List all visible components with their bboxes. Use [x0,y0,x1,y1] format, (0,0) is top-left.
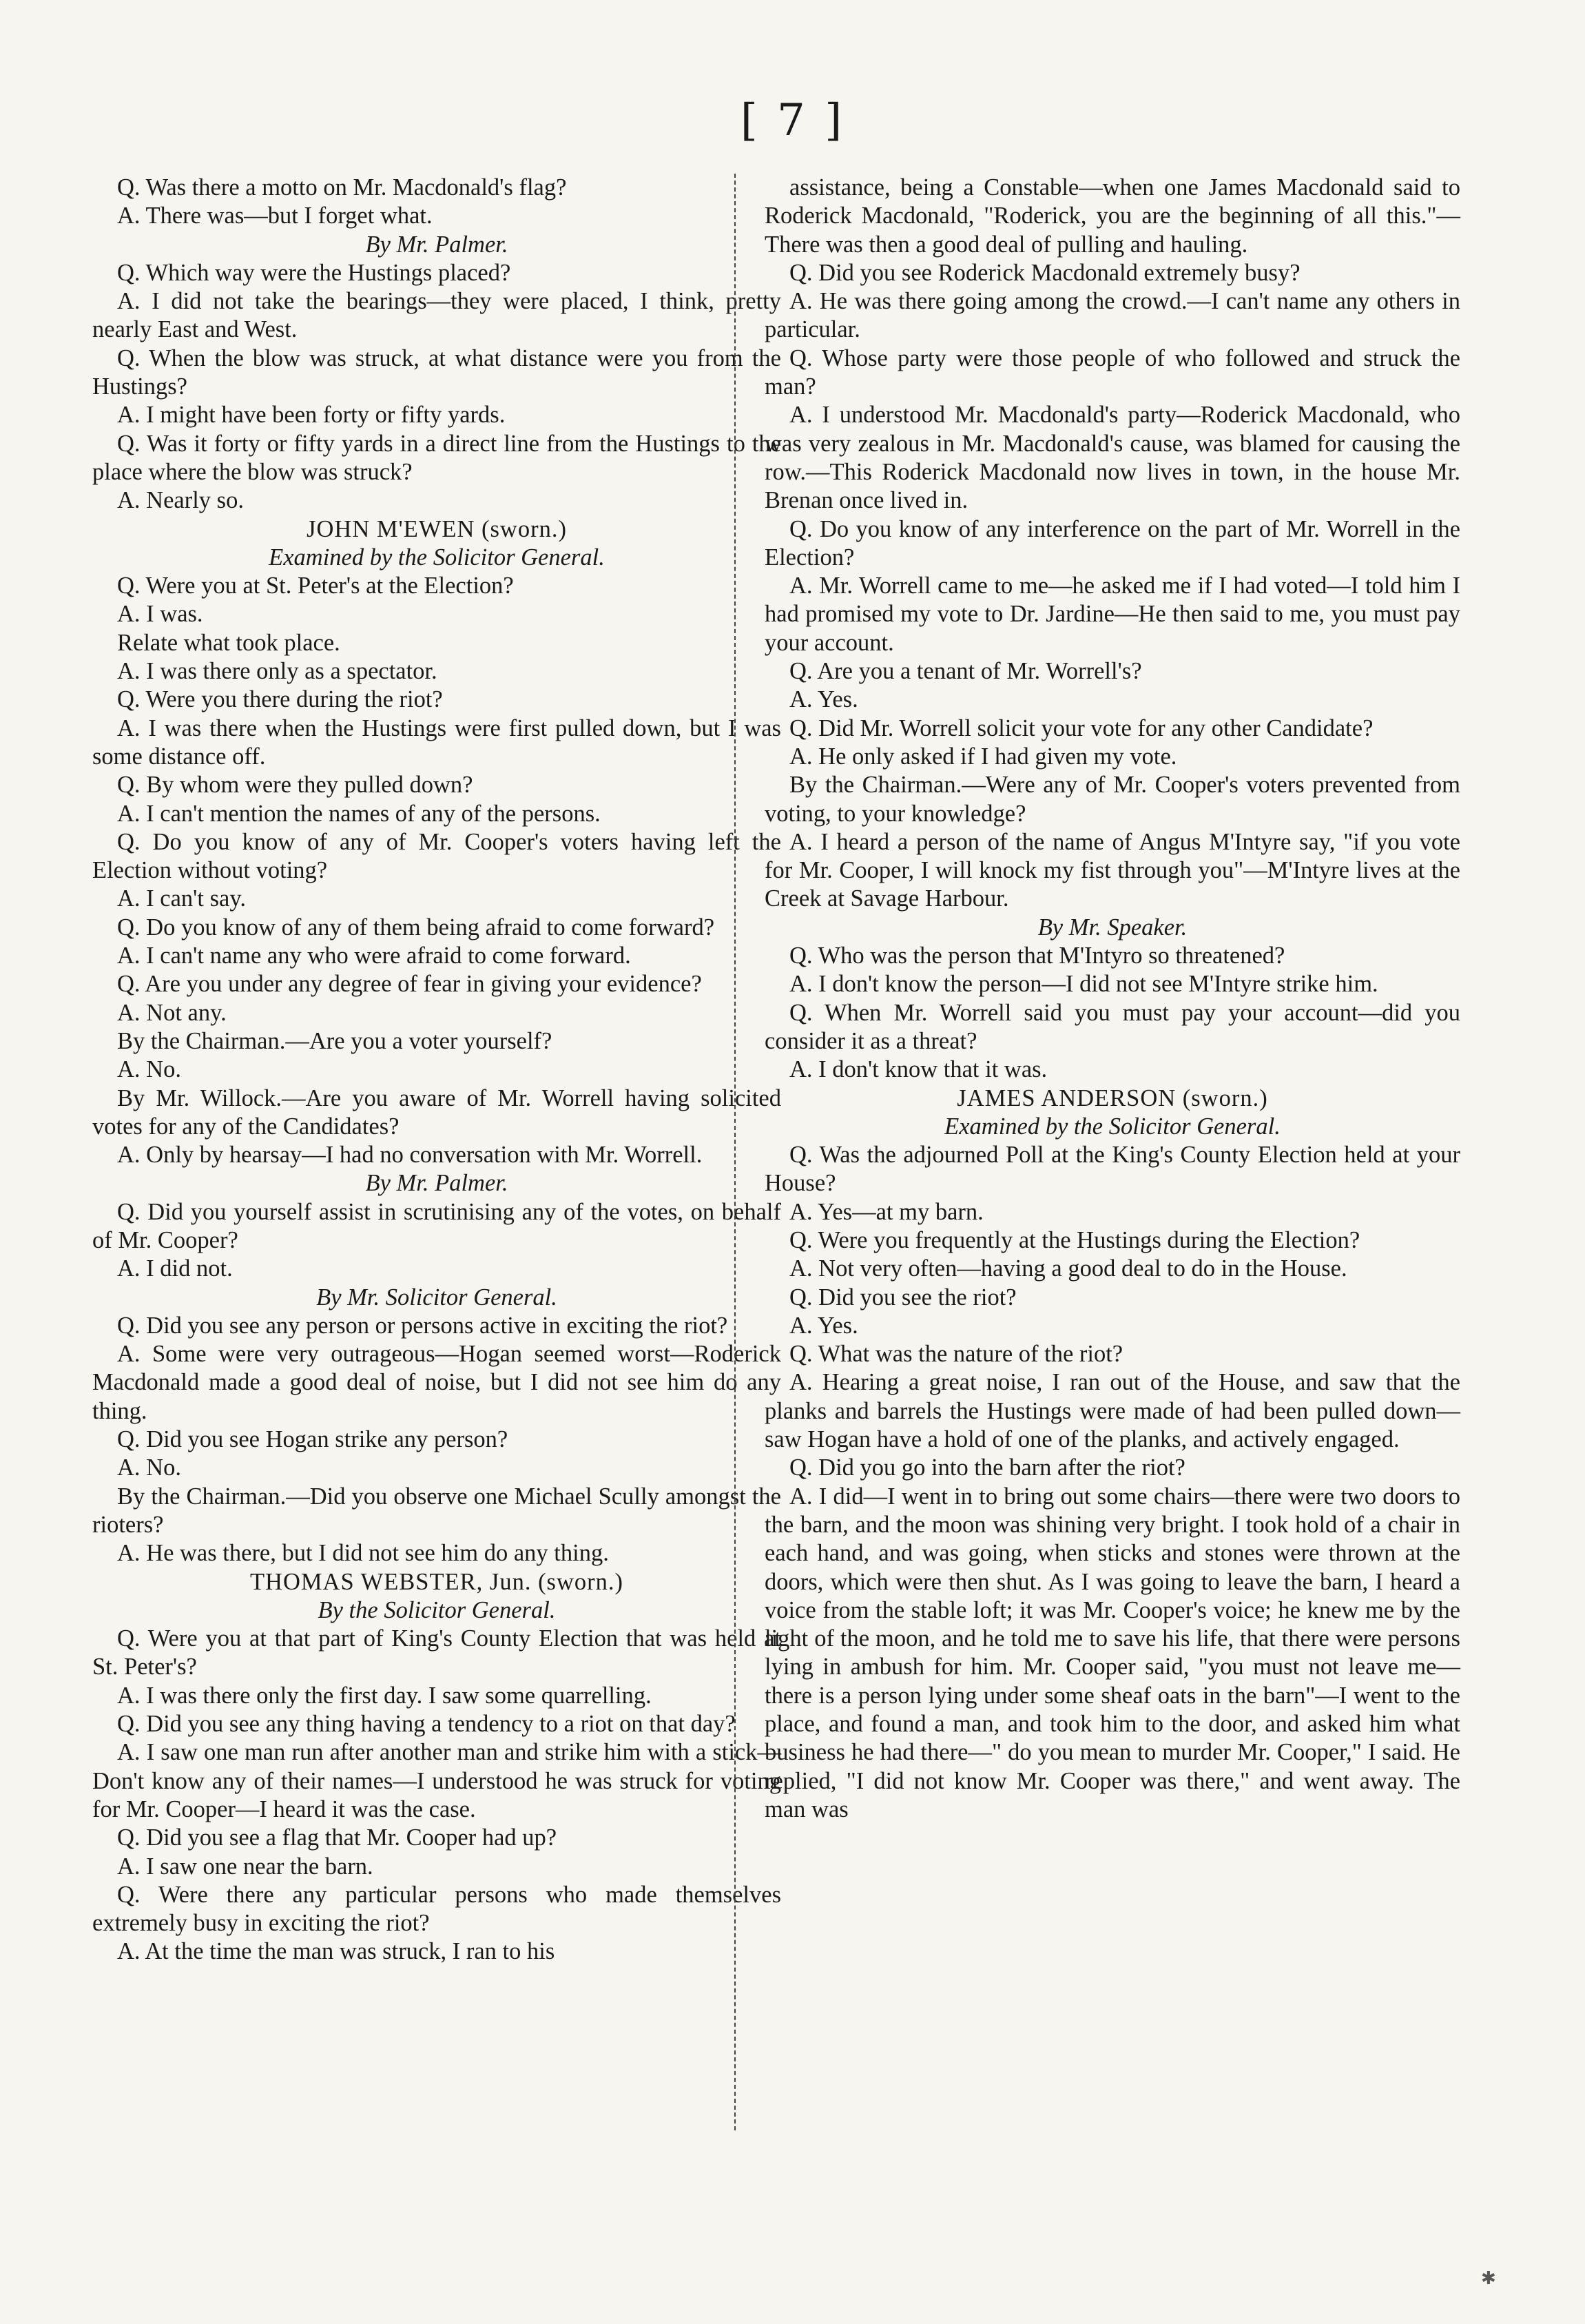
testimony-paragraph: A. Some were very outrageous—Hogan seemed worst—Roderick Macdonald made a good deal of noise, but I did not see him do any thing. [92,1341,781,1424]
left-column [92,174,781,1966]
testimony-paragraph: A. Not any. [117,999,227,1026]
testimony-paragraph: A. No. [117,1454,181,1481]
testimony-paragraph: Q. Do you know of any interference on the part of Mr. Worrell in the Election? [765,515,1460,570]
testimony-paragraph: A. I did not take the bearings—they were placed, I think, pretty nearly East and West. [92,288,781,343]
testimony-paragraph: A. I did not. [117,1255,233,1282]
testimony-paragraph: By the Chairman.—Did you observe one Michael Scully amongst the rioters? [92,1483,781,1538]
testimony-paragraph: A. I was there only as a spectator. [117,658,437,685]
testimony-paragraph: A. Hearing a great noise, I ran out of the House, and saw that the planks and barrels the Hustings were made of had been pulled down—saw Hogan have a hold of one of the planks, and actively engaged. [765,1369,1460,1453]
testimony-paragraph: A. Yes. [789,686,858,713]
testimony-paragraph: A. There was—but I forget what. [117,203,433,229]
testimony-paragraph: A. Not very often—having a good deal to do in the House. [789,1255,1347,1282]
testimony-paragraph: A. I was. [117,601,203,628]
testimony-paragraph: Q. Were you there during the riot? [117,686,443,713]
printer-ornament: ✱ [1481,2268,1496,2289]
testimony-paragraph: Q. Did you see any thing having a tendency to a riot on that day? [117,1711,736,1738]
testimony-paragraph: Q. Did you yourself assist in scrutinising any of the votes, on behalf of Mr. Cooper? [92,1198,781,1253]
testimony-paragraph: Q. Whose party were those people of who followed and struck the man? [765,345,1460,400]
testimony-paragraph: Q. Was it forty or fifty yards in a direct line from the Hustings to the place where the blow was struck? [92,430,781,485]
testimony-paragraph: Relate what took place. [117,629,340,656]
column-rule [734,174,736,2130]
witness-heading: THOMAS WEBSTER, Jun. (sworn.) [249,1568,624,1595]
testimony-paragraph: Q. Are you a tenant of Mr. Worrell's? [789,658,1142,685]
testimony-paragraph: Q. By whom were they pulled down? [117,772,473,799]
testimony-paragraph: Q. Do you know of any of Mr. Cooper's voters having left the Election without voting? [92,828,781,884]
examiner-line: Examined by the Solicitor General. [269,544,605,570]
testimony-paragraph: A. I don't know that it was. [789,1056,1048,1083]
testimony-paragraph: A. I was there when the Hustings were first pulled down, but I was some distance off. [92,714,781,770]
testimony-paragraph: A. I heard a person of the name of Angus M'Intyre say, "if you vote for Mr. Cooper, I will knock my fist through you"—M'Intyre lives at the Creek at Savage Harbour. [765,828,1460,912]
testimony-paragraph: A. He was there, but I did not see him do any thing. [117,1540,609,1567]
witness-heading: JOHN M'EWEN (sworn.) [307,515,567,542]
testimony-paragraph: Q. Did you see Roderick Macdonald extremely busy? [789,259,1301,286]
examiner-line: By Mr. Solicitor General. [316,1284,557,1310]
testimony-paragraph: A. I can't say. [117,885,246,912]
testimony-paragraph: A. Mr. Worrell came to me—he asked me if I had voted—I told him I had promised my vote to Dr. Jardine—He then said to me, you must pay your account. [765,573,1460,656]
testimony-paragraph: Q. Did you see any person or persons active in exciting the riot? [117,1312,728,1339]
testimony-paragraph: A. I might have been forty or fifty yards. [117,402,506,429]
examiner-line: By Mr. Palmer. [365,231,508,258]
testimony-paragraph: Q. Were you at that part of King's County Election that was held at St. Peter's? [92,1625,781,1680]
testimony-paragraph: Q. When the blow was struck, at what distance were you from the Hustings? [92,345,781,400]
testimony-paragraph: A. I can't mention the names of any of the persons. [117,800,601,827]
testimony-paragraph: Q. Do you know of any of them being afraid to come forward? [117,914,715,940]
testimony-paragraph: Q. Did you see a flag that Mr. Cooper had up? [117,1824,557,1851]
testimony-paragraph: A. He was there going among the crowd.—I can't name any others in particular. [765,288,1460,343]
testimony-paragraph: Q. Were there any particular persons who made themselves extremely busy in exciting the riot? [92,1881,781,1937]
testimony-paragraph: assistance, being a Constable—when one James Macdonald said to Roderick Macdonald, "Roderick, you are the beginning of all this."—There was then a good deal of pulling and hauling. [765,174,1460,258]
testimony-paragraph: A. He only asked if I had given my vote. [789,743,1177,770]
testimony-paragraph: Q. Were you frequently at the Hustings during the Election? [789,1226,1360,1253]
testimony-paragraph: A. I was there only the first day. I saw some quarrelling. [117,1682,652,1709]
testimony-paragraph: A. I understood Mr. Macdonald's party—Roderick Macdonald, who was very zealous in Mr. Macdonald's cause, was blamed for causing the row.—This Roderick Macdonald now lives in town, in the house Mr. Brenan once lived in. [765,402,1460,514]
page-number: [ 7 ] [740,95,845,146]
testimony-paragraph: A. Only by hearsay—I had no conversation with Mr. Worrell. [117,1142,703,1169]
testimony-paragraph: A. I saw one near the barn. [117,1853,373,1880]
testimony-paragraph: A. No. [117,1056,181,1083]
testimony-paragraph: A. I saw one man run after another man and strike him with a stick—Don't know any of their names—I understood he was struck for voting for Mr. Cooper—I heard it was the case. [92,1739,781,1822]
testimony-paragraph: Q. Did you go into the barn after the riot? [789,1454,1185,1481]
testimony-paragraph: Q. Did you see Hogan strike any person? [117,1426,508,1453]
testimony-paragraph: Q. Did you see the riot? [789,1284,1017,1310]
testimony-paragraph: Q. Are you under any degree of fear in giving your evidence? [117,971,702,998]
testimony-paragraph: Q. Were you at St. Peter's at the Election? [117,573,514,599]
testimony-paragraph: Q. Who was the person that M'Intyro so threatened? [789,943,1285,969]
testimony-paragraph: Q. Did Mr. Worrell solicit your vote for any other Candidate? [789,714,1374,741]
testimony-paragraph: A. I can't name any who were afraid to come forward. [117,943,631,969]
testimony-paragraph: By the Chairman.—Are you a voter yourself? [117,1027,552,1054]
testimony-paragraph: A. Yes—at my barn. [789,1198,984,1225]
examiner-line: By Mr. Speaker. [1037,914,1188,940]
testimony-paragraph: A. At the time the man was struck, I ran to his [117,1938,555,1965]
examiner-line: By the Solicitor General. [318,1596,556,1623]
testimony-paragraph: Q. What was the nature of the riot? [789,1341,1123,1368]
testimony-paragraph: Q. When Mr. Worrell said you must pay your account—did you consider it as a threat? [765,999,1460,1054]
testimony-paragraph: A. Yes. [789,1312,858,1339]
testimony-paragraph: By the Chairman.—Were any of Mr. Cooper's voters prevented from voting, to your knowledge? [765,772,1460,827]
testimony-paragraph: Q. Was there a motto on Mr. Macdonald's flag? [117,174,567,200]
testimony-paragraph: Q. Was the adjourned Poll at the King's County Election held at your House? [765,1142,1460,1197]
right-column [765,174,1460,1824]
testimony-paragraph: By Mr. Willock.—Are you aware of Mr. Worrell having solicited votes for any of the Candidates? [92,1084,781,1140]
examiner-line: Examined by the Solicitor General. [944,1113,1281,1140]
testimony-paragraph: A. I don't know the person—I did not see M'Intyre strike him. [789,971,1378,998]
witness-heading: JAMES ANDERSON (sworn.) [957,1084,1268,1111]
testimony-paragraph: Q. Which way were the Hustings placed? [117,259,511,286]
testimony-paragraph: A. Nearly so. [117,487,244,514]
testimony-paragraph: A. I did—I went in to bring out some chairs—there were two doors to the barn, and the moon was shining very bright. I took hold of a chair in each hand, and was going, when sticks and stones were thrown at the doors, which were then shut. As I was going to leave the barn, I heard a voice from the stable loft; it was Mr. Cooper's voice; he knew me by the light of the moon, and he told me to save his life, that there were persons lying in ambush for him. Mr. Cooper said, "you must not leave me—there is a person lying under some sheaf oats in the barn"—I went to the place, and found a man, and took him to the door, and asked him what business he had there—" do you mean to murder Mr. Cooper," I said. He replied, "I did not know Mr. Cooper was there," and went away. The man was [765,1483,1460,1822]
examiner-line: By Mr. Palmer. [365,1170,508,1197]
